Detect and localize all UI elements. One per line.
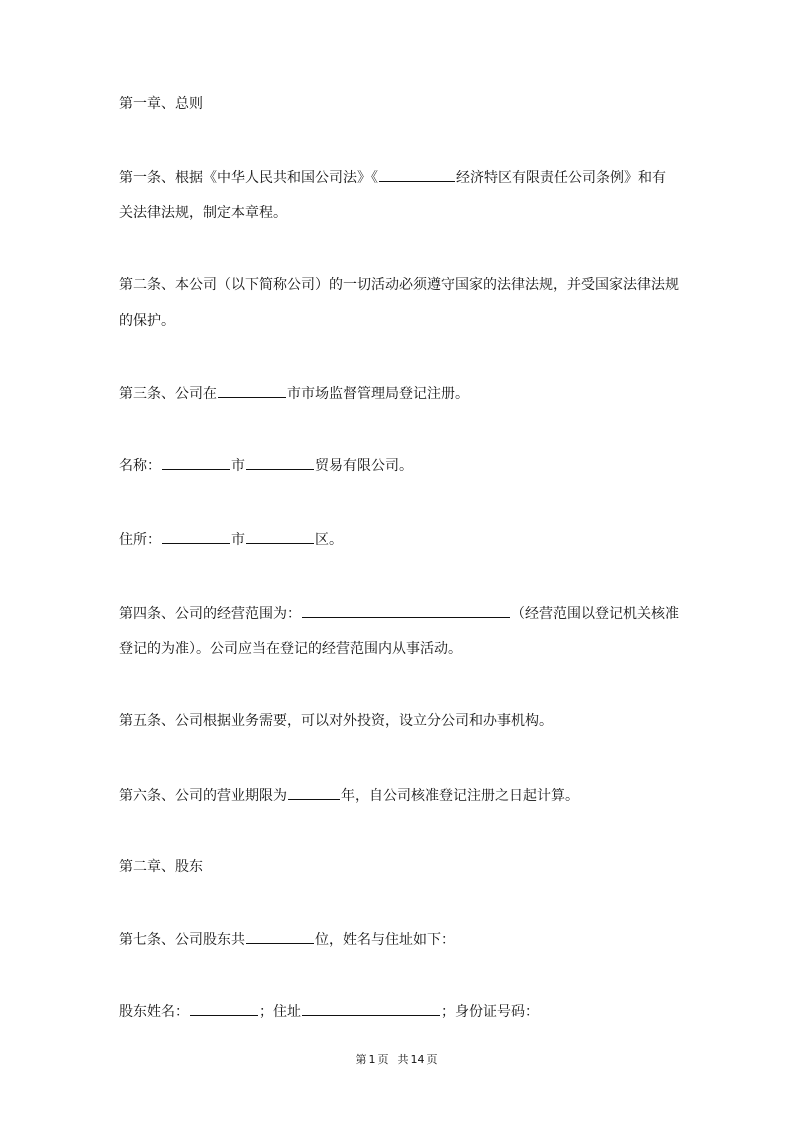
article-5-line bbox=[119, 711, 553, 731]
company-address-text-b: 市 bbox=[231, 532, 245, 548]
article-1-line-1 bbox=[119, 167, 666, 188]
article-2-text-a: 第二条、本公司（以下简称公司）的一切活动必须遵守国家的法律法规，并受国家法律法规 bbox=[119, 277, 679, 293]
article-7-line bbox=[119, 929, 455, 950]
shareholder-name-label: 股东姓名： bbox=[119, 1004, 189, 1020]
company-name-label: 名称： bbox=[119, 458, 161, 474]
blank-field[interactable] bbox=[302, 1001, 440, 1016]
blank-field[interactable] bbox=[246, 455, 314, 470]
footer-text: 页 bbox=[377, 1053, 389, 1066]
chapter-2-heading bbox=[119, 857, 203, 877]
article-2-line-2 bbox=[119, 311, 175, 331]
blank-field[interactable] bbox=[302, 603, 510, 618]
company-address-label: 住所： bbox=[119, 532, 161, 548]
article-1-text-a: 第一条、根据《中华人民共和国公司法》《 bbox=[119, 170, 378, 186]
article-3-text-b: 市市场监督管理局登记注册。 bbox=[287, 386, 469, 402]
footer-text: 页 bbox=[426, 1053, 438, 1066]
article-2-text-b: 的保护。 bbox=[119, 313, 175, 329]
blank-field[interactable] bbox=[190, 1001, 258, 1016]
article-6-line bbox=[119, 785, 579, 806]
shareholder-line bbox=[119, 1001, 539, 1022]
page-footer bbox=[0, 1053, 793, 1067]
article-5-text: 第五条、公司根据业务需要，可以对外投资，设立分公司和办事机构。 bbox=[119, 713, 553, 729]
company-address-text-c: 区。 bbox=[315, 532, 343, 548]
blank-field[interactable] bbox=[218, 383, 286, 398]
company-name-text-c: 贸易有限公司。 bbox=[315, 458, 413, 474]
article-4-text-a: 第四条、公司的经营范围为： bbox=[119, 606, 301, 622]
article-4-text-b: （经营范围以登记机关核准 bbox=[511, 606, 679, 622]
article-1-text-c: 关法律法规，制定本章程。 bbox=[119, 205, 287, 221]
article-7-text-b: 位，姓名与住址如下： bbox=[315, 932, 455, 948]
article-6-text-a: 第六条、公司的营业期限为 bbox=[119, 788, 287, 804]
footer-text: 第 bbox=[355, 1053, 367, 1066]
article-6-text-b: 年，自公司核准登记注册之日起计算。 bbox=[341, 788, 579, 804]
article-2-line-1 bbox=[119, 275, 679, 295]
shareholder-address-label: ；住址 bbox=[259, 1004, 301, 1020]
chapter-2-text: 第二章、股东 bbox=[119, 859, 203, 875]
blank-field[interactable] bbox=[246, 529, 314, 544]
article-3-text-a: 第三条、公司在 bbox=[119, 386, 217, 402]
blank-field[interactable] bbox=[162, 529, 230, 544]
blank-field[interactable] bbox=[288, 785, 340, 800]
article-7-text-a: 第七条、公司股东共 bbox=[119, 932, 245, 948]
company-name-line bbox=[119, 455, 413, 476]
blank-field[interactable] bbox=[246, 929, 314, 944]
article-1-text-b: 经济特区有限责任公司条例》和有 bbox=[456, 170, 666, 186]
chapter-1-heading bbox=[119, 94, 203, 114]
article-3-line bbox=[119, 383, 469, 404]
article-4-text-c: 登记的为准）。公司应当在登记的经营范围内从事活动。 bbox=[119, 641, 462, 657]
article-4-line-1 bbox=[119, 603, 679, 624]
blank-field[interactable] bbox=[162, 455, 230, 470]
blank-field[interactable] bbox=[379, 167, 455, 182]
article-4-line-2 bbox=[119, 639, 462, 659]
article-1-line-2 bbox=[119, 203, 287, 223]
footer-text: 共 bbox=[397, 1053, 409, 1066]
shareholder-id-label: ；身份证号码： bbox=[441, 1004, 539, 1020]
footer-total-pages: 14 bbox=[410, 1053, 425, 1066]
footer-current-page: 1 bbox=[368, 1053, 376, 1066]
company-name-text-b: 市 bbox=[231, 458, 245, 474]
company-address-line bbox=[119, 529, 343, 550]
chapter-1-text: 第一章、总则 bbox=[119, 96, 203, 112]
